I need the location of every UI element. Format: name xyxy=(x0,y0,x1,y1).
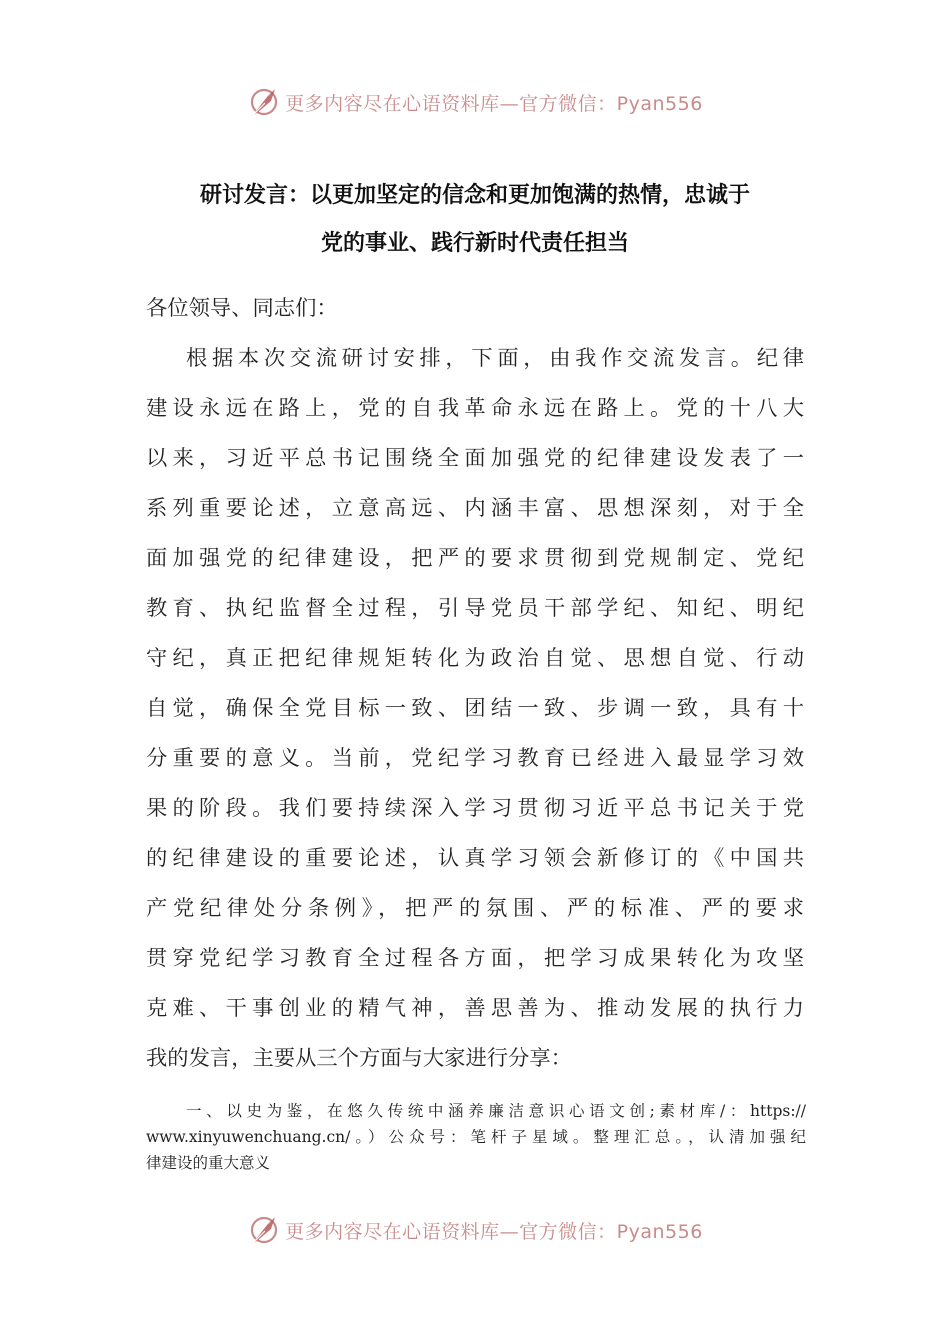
title-line-2: 党的事业、践行新时代责任担当 xyxy=(320,231,629,256)
paragraph-line: 建设永远在路上，党的自我革命永远在路上。党的十八大 xyxy=(146,396,804,421)
paragraph-line: 守纪，真正把纪律规矩转化为政治自觉、思想自觉、行动 xyxy=(146,646,804,671)
paragraph-line: 教育、执纪监督全过程，引导党员干部学纪、知纪、明纪 xyxy=(146,596,804,621)
footnote-line: 律建设的重大意义 xyxy=(146,1154,271,1172)
banner-wechat-id: Pyan556 xyxy=(616,1220,703,1243)
document-body xyxy=(146,284,804,1084)
paragraph-line: 面加强党的纪律建设，把严的要求贯彻到党规制定、党纪 xyxy=(146,546,804,571)
paragraph-line: 自觉，确保全党目标一致、团结一致、步调一致，具有十 xyxy=(146,696,804,721)
banner-text xyxy=(285,1217,703,1244)
footnote-line: 一、以史为鉴，在悠久传统中涵养廉洁意识心语文创;素材库/：https:// xyxy=(186,1102,806,1120)
footer-banner xyxy=(0,1210,950,1250)
paragraph-line: 根据本次交流研讨安排，下面，由我作交流发言。纪律 xyxy=(186,346,804,371)
footnote-line: www.xinyuwenchuang.cn/。）公众号：笔杆子星域。整理汇总。，认清加强纪 xyxy=(146,1128,806,1146)
quill-pen-logo-icon xyxy=(247,1213,281,1247)
header-banner xyxy=(0,82,950,122)
quill-pen-logo-icon xyxy=(247,85,281,119)
paragraph-line: 贯穿党纪学习教育全过程各方面，把学习成果转化为攻坚 xyxy=(146,946,804,971)
section-heading-footnote xyxy=(146,1098,806,1176)
paragraph-line: 以来，习近平总书记围绕全面加强党的纪律建设发表了一 xyxy=(146,446,804,471)
paragraph-line: 分重要的意义。当前，党纪学习教育已经进入最显学习效 xyxy=(146,746,804,771)
paragraph-line: 果的阶段。我们要持续深入学习贯彻习近平总书记关于党 xyxy=(146,796,804,821)
document-title xyxy=(146,172,804,268)
paragraph-line: 系列重要论述，立意高远、内涵丰富、思想深刻，对于全 xyxy=(146,496,804,521)
paragraph-line: 的纪律建设的重要论述，认真学习领会新修订的《中国共 xyxy=(146,846,804,871)
banner-label: 更多内容尽在心语资料库—官方微信： xyxy=(285,1220,617,1243)
title-line-1: 研讨发言：以更加坚定的信念和更加饱满的热情，忠诚于 xyxy=(199,183,750,208)
paragraph-line: 克难、干事创业的精气神，善思善为、推动发展的执行力 xyxy=(146,996,804,1021)
banner-label: 更多内容尽在心语资料库—官方微信： xyxy=(285,92,617,115)
banner-wechat-id: Pyan556 xyxy=(616,92,703,115)
paragraph-line: 产党纪律处分条例》，把严的氛围、严的标准、严的要求 xyxy=(146,896,804,921)
paragraph-line: 我的发言，主要从三个方面与大家进行分享： xyxy=(146,1046,572,1071)
salutation: 各位领导、同志们： xyxy=(146,296,338,321)
banner-text xyxy=(285,89,703,116)
